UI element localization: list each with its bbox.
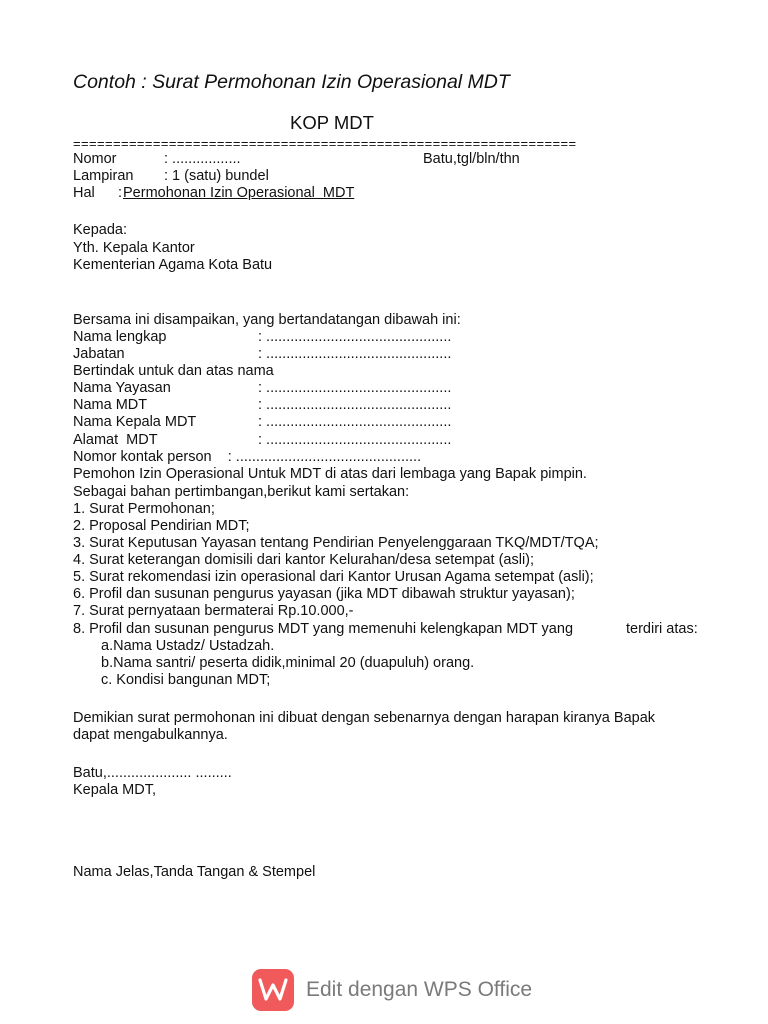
- list-item-tail: terdiri atas:: [626, 621, 698, 637]
- field-label: Nama lengkap: [73, 329, 167, 345]
- sign-name: Nama Jelas,Tanda Tangan & Stempel: [73, 864, 316, 880]
- nomor-label: Nomor: [73, 151, 117, 167]
- nomor-value: : .................: [164, 151, 241, 167]
- list-item: 6. Profil dan susunan pengurus yayasan (jika MDT dibawah struktur yayasan);: [73, 586, 575, 602]
- document-title: Contoh : Surat Permohonan Izin Operasional MDT: [73, 71, 510, 93]
- edit-with-wps-banner[interactable]: [252, 968, 532, 1012]
- list-item: 3. Surat Keputusan Yayasan tentang Pendirian Penyelenggaraan TKQ/MDT/TQA;: [73, 535, 599, 551]
- list-item: 5. Surat rekomendasi izin operasional dari Kantor Urusan Agama setempat (asli);: [73, 569, 594, 585]
- field-label: Alamat MDT: [73, 432, 158, 448]
- hal-label: Hal: [73, 185, 95, 201]
- field-label: Nama Kepala MDT: [73, 414, 197, 430]
- wps-office-icon: [252, 969, 294, 1011]
- lampiran-value: : 1 (satu) bundel: [164, 168, 269, 184]
- sign-title: Kepala MDT,: [73, 782, 157, 798]
- list-item: 4. Surat keterangan domisili dari kantor Kelurahan/desa setempat (asli);: [73, 552, 535, 568]
- separator-line: ===============================================================: [73, 136, 577, 151]
- field-value: : ..............................................: [258, 414, 452, 430]
- edit-with-wps-label[interactable]: Edit dengan WPS Office: [306, 978, 533, 1001]
- closing-text: Demikian surat permohonan ini dibuat dengan sebenarnya dengan harapan kiranya Bapak: [73, 710, 656, 726]
- sub-list-item: a.Nama Ustadz/ Ustadzah.: [101, 638, 275, 654]
- field-label: Nama Yayasan: [73, 380, 171, 396]
- field-value: : ..............................................: [258, 432, 452, 448]
- field-value: : ..............................................: [258, 329, 452, 345]
- list-item: 2. Proposal Pendirian MDT;: [73, 518, 250, 534]
- body-text: Pemohon Izin Operasional Untuk MDT di atas dari lembaga yang Bapak pimpin.: [73, 466, 587, 482]
- sub-list-item: c. Kondisi bangunan MDT;: [101, 672, 271, 688]
- sub-list-item: b.Nama santri/ peserta didik,minimal 20 (duapuluh) orang.: [101, 655, 475, 671]
- hal-colon: :: [118, 185, 123, 201]
- sign-place: Batu,..................... .........: [73, 765, 232, 781]
- contact-line: Nomor kontak person : ..............................................: [73, 449, 422, 465]
- lampiran-label: Lampiran: [73, 168, 134, 184]
- closing-text: dapat mengabulkannya.: [73, 727, 228, 743]
- list-item: 7. Surat pernyataan bermaterai Rp.10.000,-: [73, 603, 354, 619]
- intro-text: Bersama ini disampaikan, yang bertandatangan dibawah ini:: [73, 312, 461, 328]
- recipient-line: Kepada:: [73, 222, 128, 238]
- list-item: 1. Surat Permohonan;: [73, 501, 215, 517]
- kop-heading: KOP MDT: [290, 112, 374, 133]
- body-text: Sebagai bahan pertimbangan,berikut kami sertakan:: [73, 484, 410, 500]
- recipient-line: Kementerian Agama Kota Batu: [73, 257, 273, 273]
- on-behalf-text: Bertindak untuk dan atas nama: [73, 363, 274, 379]
- recipient-line: Yth. Kepala Kantor: [73, 240, 195, 256]
- field-label: Nama MDT: [73, 397, 148, 413]
- hal-value: Permohonan Izin Operasional MDT: [123, 185, 355, 201]
- place-date: Batu,tgl/bln/thn: [423, 151, 520, 167]
- field-value: : ..............................................: [258, 397, 452, 413]
- field-value: : ..............................................: [258, 346, 452, 362]
- field-value: : ..............................................: [258, 380, 452, 396]
- list-item: 8. Profil dan susunan pengurus MDT yang memenuhi kelengkapan MDT yang: [73, 621, 574, 637]
- field-label: Jabatan: [73, 346, 125, 362]
